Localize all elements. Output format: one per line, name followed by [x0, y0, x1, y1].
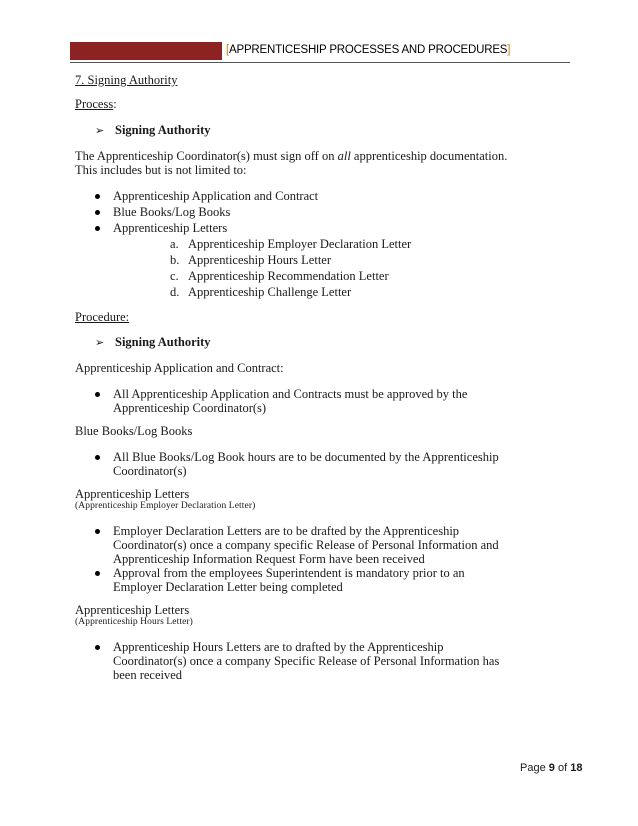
- group-bullet-list: [75, 524, 565, 594]
- list-item: [75, 640, 565, 682]
- procedure-arrow-item: [95, 335, 565, 350]
- group-bullet-list: [75, 387, 565, 415]
- list-item: [75, 205, 565, 219]
- bullet-dot-icon: [95, 571, 100, 576]
- list-item-line: been received: [113, 668, 183, 682]
- group-bullet-list: [75, 450, 565, 478]
- list-item-line: Coordinator(s) once a company Specific Release of Personal Information has: [113, 654, 500, 668]
- process-label-text: Process: [75, 97, 114, 111]
- intro-emphasis: all: [337, 149, 351, 163]
- page-content: [75, 73, 565, 682]
- document-header-title: [226, 43, 510, 57]
- bullet-dot-icon: [95, 194, 100, 199]
- process-label-colon: :: [113, 97, 117, 111]
- list-item: [75, 387, 565, 415]
- header-bracket-close: ]: [507, 44, 511, 56]
- intro-text-before: The Apprenticeship Coordinator(s) must sign off on: [75, 149, 338, 163]
- bullet-dot-icon: [95, 455, 100, 460]
- list-item-line: Apprenticeship Hours Letters are to drafted by the Apprenticeship: [113, 640, 444, 654]
- bullet-dot-icon: [95, 645, 100, 650]
- bullet-dot-icon: [95, 529, 100, 534]
- group-bullet-list: [75, 640, 565, 682]
- list-item-line: Employer Declaration Letters are to be drafted by the Apprenticeship: [113, 524, 460, 538]
- footer-total-pages: 18: [570, 762, 583, 774]
- section-title: 7. Signing Authority: [75, 73, 178, 87]
- list-item: [75, 221, 565, 235]
- sub-list-item: [75, 285, 565, 299]
- group-heading: Apprenticeship Application and Contract:: [75, 361, 284, 375]
- group-note: (Apprenticeship Hours Letter): [75, 617, 193, 627]
- list-item-text: Blue Books/Log Books: [113, 205, 231, 219]
- arrow-bullet-icon: ➢: [95, 336, 105, 349]
- sub-list-item: [75, 237, 565, 251]
- procedure-arrow-label: Signing Authority: [115, 335, 211, 349]
- list-item-line: Coordinator(s): [113, 464, 187, 478]
- group-heading: Apprenticeship Letters: [75, 603, 190, 617]
- list-item-line: Apprenticeship Information Request Form have been received: [113, 552, 425, 566]
- list-item: [75, 450, 565, 478]
- bullet-dot-icon: [95, 226, 100, 231]
- sub-item-text: Apprenticeship Hours Letter: [188, 253, 332, 267]
- list-item-text: Apprenticeship Application and Contract: [113, 189, 319, 203]
- group-note: (Apprenticeship Employer Declaration Letter): [75, 501, 256, 511]
- footer-page-word: Page: [520, 762, 546, 774]
- group-heading: Blue Books/Log Books: [75, 424, 193, 438]
- list-item-line: All Apprenticeship Application and Contracts must be approved by the: [113, 387, 468, 401]
- process-arrow-item: [95, 123, 565, 138]
- process-arrow-label: Signing Authority: [115, 123, 211, 137]
- procedure-label: Procedure:: [75, 310, 130, 324]
- list-item-line: Approval from the employees Superintendent is mandatory prior to an: [113, 566, 465, 580]
- sub-item-text: Apprenticeship Employer Declaration Letter: [188, 237, 412, 251]
- list-item: [75, 189, 565, 203]
- sub-item-marker: a.: [170, 237, 179, 251]
- page-number-footer: [520, 761, 582, 775]
- header-bracket-open: [: [226, 44, 229, 56]
- list-item: [75, 566, 565, 594]
- sub-item-marker: c.: [170, 269, 179, 283]
- header-color-bar: [70, 42, 222, 60]
- intro-text-after: apprenticeship documentation.: [350, 149, 508, 163]
- header-title-text: APPRENTICESHIP PROCESSES AND PROCEDURES: [229, 44, 508, 56]
- list-item-line: Apprenticeship Coordinator(s): [113, 401, 267, 415]
- list-item-line: All Blue Books/Log Book hours are to be documented by the Apprenticeship: [113, 450, 499, 464]
- process-intro: [75, 149, 565, 163]
- arrow-bullet-icon: ➢: [95, 124, 105, 137]
- sub-item-marker: d.: [170, 285, 180, 299]
- footer-of-word: of: [557, 762, 568, 774]
- list-item: [75, 524, 565, 566]
- letters-sub-list: [75, 237, 565, 299]
- group-heading: Apprenticeship Letters: [75, 487, 190, 501]
- footer-current-page: 9: [548, 762, 555, 774]
- header-rule: [70, 62, 570, 63]
- sub-item-text: Apprenticeship Recommendation Letter: [188, 269, 389, 283]
- list-item-line: Employer Declaration Letter being completed: [113, 580, 343, 594]
- sub-list-item: [75, 269, 565, 283]
- sub-list-item: [75, 253, 565, 267]
- list-item-text: Apprenticeship Letters: [113, 221, 228, 235]
- list-item-line: Coordinator(s) once a company specific Release of Personal Information and: [113, 538, 499, 552]
- process-label: [75, 97, 565, 111]
- bullet-dot-icon: [95, 392, 100, 397]
- sub-item-marker: b.: [170, 253, 180, 267]
- process-bullet-list: [75, 189, 565, 235]
- process-intro-line2: This includes but is not limited to:: [75, 163, 247, 177]
- bullet-dot-icon: [95, 210, 100, 215]
- sub-item-text: Apprenticeship Challenge Letter: [188, 285, 352, 299]
